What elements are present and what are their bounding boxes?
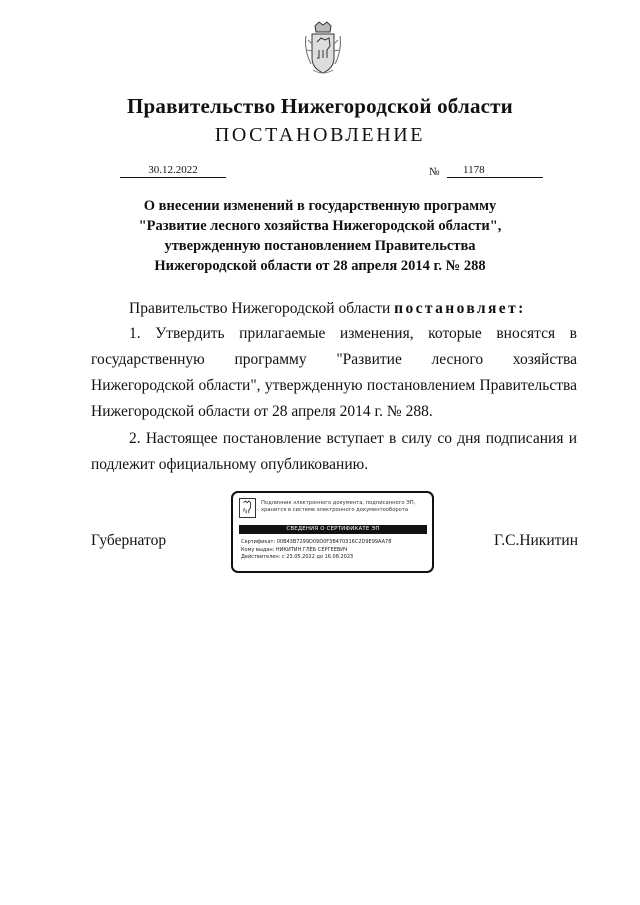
validity-label: Действителен: [241,554,281,560]
number-label: № [429,166,440,178]
stamp-details [241,539,429,562]
document-date: 30.12.2022 [120,164,226,178]
document-type: ПОСТАНОВЛЕНИЕ [214,124,426,146]
stamp-row-validity [241,554,429,562]
validity-value: с 23.05.2022 до 16.08.2023 [281,554,354,560]
certificate-label: Сертификат: [241,539,276,545]
decree-item-1: 1. Утвердить прилагаемые изменения, которые вносятся в государственную программу "Развитие лесного хозяйства Нижегородской области", утвержденную постановлением Правительства Нижегородской области от 28 апреля 2014 г. № 288. [91,325,577,420]
subject-line: Нижегородской области от 28 апреля 2014 г. № 288 [154,258,486,274]
document-subject [100,196,540,276]
stamp-row-issued-to [241,547,429,555]
subject-line: "Развитие лесного хозяйства Нижегородской области", [138,218,502,234]
deer-emblem-icon [239,498,256,518]
signer-title: Губернатор [91,532,167,549]
subject-line: О внесении изменений в государственную программу [143,198,497,214]
decree-item-2: 2. Настоящее постановление вступает в силу со дня подписания и подлежит официальному опубликованию. [91,430,577,473]
electronic-signature-stamp [231,491,434,573]
stamp-row-certificate [241,539,429,547]
issued-to-value: НИКИТИН ГЛЕБ СЕРГЕЕВИЧ [275,546,348,553]
organization-name: Правительство Нижегородской области [127,94,513,118]
signer-name: Г.С.Никитин [494,532,578,549]
subject-line: утвержденную постановлением Правительства [164,238,476,254]
certificate-value: 00B43B7299D09D0F3B470316C2D9E99AA78 [276,539,392,545]
decree-word: постановляет: [394,300,526,317]
decree-intro [91,296,577,322]
issued-to-label: Кому выдан: [241,546,275,553]
coat-of-arms-icon [303,20,343,76]
stamp-header: Подлинник электронного документа, подписанного ЭП, хранится в системе электронного документооборота [261,500,416,513]
intro-text: Правительство Нижегородской области [129,300,395,317]
document-number: 1178 [447,164,543,178]
stamp-title-bar: СВЕДЕНИЯ О СЕРТИФИКАТЕ ЭП [239,525,427,534]
